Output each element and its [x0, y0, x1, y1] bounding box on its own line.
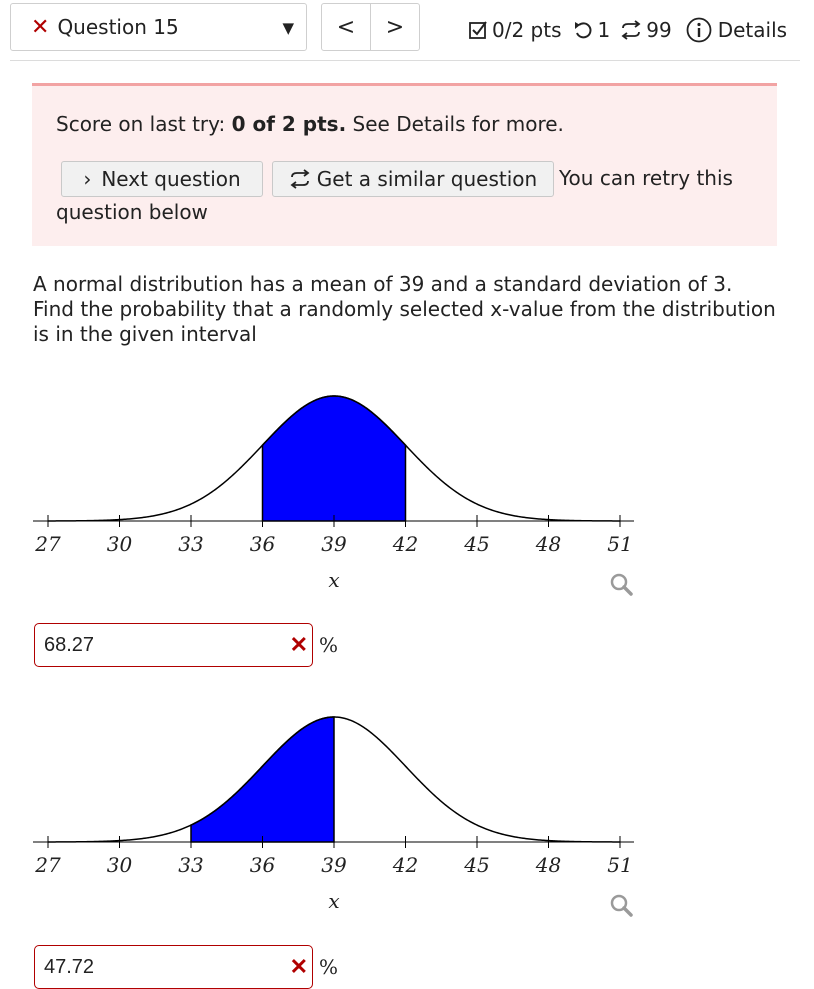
normal-curve-graph-2 [0, 701, 814, 931]
chevron-right-icon: › [83, 167, 92, 191]
question-nav [321, 3, 420, 51]
next-question-label: Next question [101, 167, 241, 191]
zoom-icon[interactable] [612, 575, 631, 594]
similar-question-label: Get a similar question [316, 167, 538, 191]
score-line [56, 112, 564, 136]
retry-text-2: question below [56, 200, 208, 224]
problem-text: A normal distribution has a mean of 39 and a standard deviation of 3. Find the probability that a randomly selected x-value from the distribution is in the given interval [33, 272, 776, 346]
prev-question-button[interactable]: < [322, 4, 371, 50]
incorrect-icon: ✕ [31, 14, 50, 40]
x-tick-label: 45 [464, 853, 490, 877]
shaded-area [263, 396, 406, 521]
percent-unit-1: % [319, 633, 339, 657]
next-question-arrow-button[interactable]: > [385, 14, 405, 40]
checkbox-icon [468, 20, 488, 40]
shaded-area [191, 717, 334, 842]
question-label: Question 15 [57, 15, 179, 39]
similar-question-button[interactable] [272, 161, 554, 197]
x-tick-label: 48 [535, 532, 562, 556]
x-tick-label: 42 [392, 853, 419, 877]
question-select[interactable] [10, 3, 307, 51]
x-tick-label: 51 [607, 532, 633, 556]
attempts-icon [572, 20, 594, 40]
x-tick-label: 42 [392, 532, 419, 556]
x-tick-label: 27 [35, 853, 61, 877]
question-stats [468, 16, 787, 44]
info-icon[interactable] [686, 17, 712, 43]
x-tick-label: 39 [321, 853, 347, 877]
x-tick-label: 30 [106, 853, 133, 877]
answer-value-1: 68.27 [44, 634, 95, 656]
x-tick-label: 36 [249, 853, 276, 877]
score-prefix: Score on last try: [56, 112, 232, 136]
x-axis-label: x [328, 889, 340, 913]
x-tick-label: 33 [178, 532, 204, 556]
incorrect-mark-icon: ✕ [289, 632, 308, 657]
attempts-count: 1 [597, 18, 611, 42]
x-tick-label: 33 [178, 853, 204, 877]
x-tick-label: 36 [249, 532, 276, 556]
x-tick-label: 48 [535, 853, 562, 877]
normal-curve-graph-1 [0, 380, 814, 610]
x-tick-label: 30 [106, 532, 133, 556]
x-tick-label: 45 [464, 532, 490, 556]
retry-text-1: You can retry this [559, 166, 733, 190]
zoom-icon[interactable] [612, 896, 631, 915]
details-link[interactable]: Details [717, 18, 788, 42]
answer-input-1[interactable] [34, 623, 313, 667]
next-question-button[interactable] [61, 161, 263, 197]
percent-unit-2: % [319, 955, 339, 979]
answer-value-2: 47.72 [44, 956, 95, 978]
x-axis-label: x [328, 568, 340, 592]
x-tick-label: 51 [607, 853, 633, 877]
retries-count: 99 [646, 18, 672, 42]
dropdown-caret-icon: ▼ [282, 19, 294, 37]
points-text: 0/2 pts [492, 18, 562, 42]
similar-icon [289, 168, 311, 190]
score-banner [32, 83, 777, 246]
x-tick-label: 39 [321, 532, 347, 556]
score-suffix: See Details for more. [346, 112, 564, 136]
answer-input-2[interactable] [34, 945, 313, 989]
retry-icon [620, 19, 642, 41]
x-tick-label: 27 [35, 532, 61, 556]
score-value: 0 of 2 pts. [231, 112, 347, 136]
incorrect-mark-icon: ✕ [289, 954, 308, 979]
header-divider [10, 60, 800, 61]
